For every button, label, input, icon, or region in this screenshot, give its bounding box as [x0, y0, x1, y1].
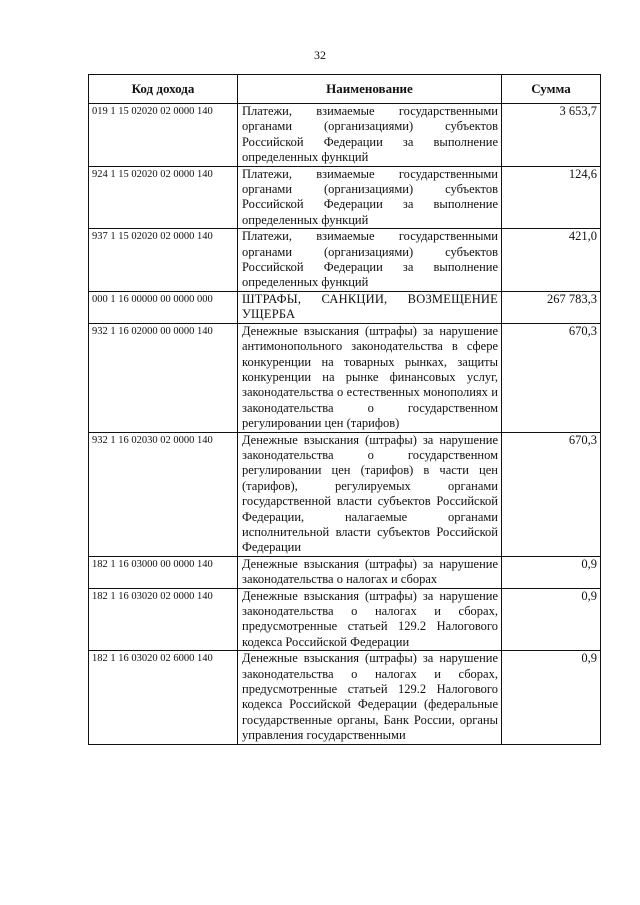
table-row — [89, 588, 601, 651]
table-row — [89, 166, 601, 229]
revenue-sum: 670,3 — [502, 432, 601, 556]
page-number: 32 — [314, 48, 326, 62]
header-code: Код дохода — [89, 75, 238, 104]
revenue-name: ШТРАФЫ, САНКЦИИ, ВОЗМЕЩЕНИЕ УЩЕРБА — [238, 291, 502, 323]
revenue-sum: 124,6 — [502, 166, 601, 229]
revenue-name: Денежные взыскания (штрафы) за нарушение законодательства о налогах и сборах, предусмотренные статьей 129.2 Налогового кодекса Российской Федерации — [238, 588, 502, 651]
header-name: Наименование — [238, 75, 502, 104]
revenue-sum: 670,3 — [502, 323, 601, 432]
revenue-code: 937 1 15 02020 02 0000 140 — [89, 229, 238, 292]
revenue-code: 182 1 16 03000 00 0000 140 — [89, 556, 238, 588]
revenue-name: Платежи, взимаемые государственными органами (организациями) субъектов Российской Федерации за выполнение определенных функций — [238, 229, 502, 292]
revenue-name: Денежные взыскания (штрафы) за нарушение законодательства о государственном регулировании цен (тарифов) в части цен (тарифов), регулируемых органами государственной власти субъектов Российской Федерации, налагаемые органами исполнительной власти субъектов Российской Федерации — [238, 432, 502, 556]
page-bottom-mask — [0, 895, 640, 905]
revenue-sum: 0,9 — [502, 651, 601, 744]
table-row — [89, 323, 601, 432]
revenue-code: 932 1 16 02000 00 0000 140 — [89, 323, 238, 432]
revenue-code: 932 1 16 02030 02 0000 140 — [89, 432, 238, 556]
revenue-sum: 3 653,7 — [502, 104, 601, 167]
revenue-name: Денежные взыскания (штрафы) за нарушение законодательства о налогах и сборах — [238, 556, 502, 588]
revenue-table — [88, 74, 601, 745]
revenue-sum: 0,9 — [502, 556, 601, 588]
revenue-code: 924 1 15 02020 02 0000 140 — [89, 166, 238, 229]
revenue-code: 182 1 16 03020 02 6000 140 — [89, 651, 238, 744]
table-header-row — [89, 75, 601, 104]
table-row — [89, 104, 601, 167]
revenue-name: Платежи, взимаемые государственными органами (организациями) субъектов Российской Федерации за выполнение определенных функций — [238, 104, 502, 167]
revenue-name: Денежные взыскания (штрафы) за нарушение законодательства о налогах и сборах, предусмотренные статьей 129.2 Налогового кодекса Российской Федерации (федеральные государственные органы, Банк России, органы управления государственными — [238, 651, 502, 744]
revenue-sum: 421,0 — [502, 229, 601, 292]
revenue-name: Денежные взыскания (штрафы) за нарушение антимонопольного законодательства в сфере конкуренции на товарных рынках, защиты конкуренции на рынке финансовых услуг, законодательства о естественных монополиях и законодательства о государственном регулировании цен (тарифов) — [238, 323, 502, 432]
revenue-sum: 0,9 — [502, 588, 601, 651]
revenue-name: Платежи, взимаемые государственными органами (организациями) субъектов Российской Федерации за выполнение определенных функций — [238, 166, 502, 229]
table-row — [89, 556, 601, 588]
revenue-code: 019 1 15 02020 02 0000 140 — [89, 104, 238, 167]
table-row — [89, 432, 601, 556]
table-row — [89, 651, 601, 744]
table-row — [89, 291, 601, 323]
table-row — [89, 229, 601, 292]
header-sum: Сумма — [502, 75, 601, 104]
revenue-code: 000 1 16 00000 00 0000 000 — [89, 291, 238, 323]
revenue-sum: 267 783,3 — [502, 291, 601, 323]
revenue-code: 182 1 16 03020 02 0000 140 — [89, 588, 238, 651]
